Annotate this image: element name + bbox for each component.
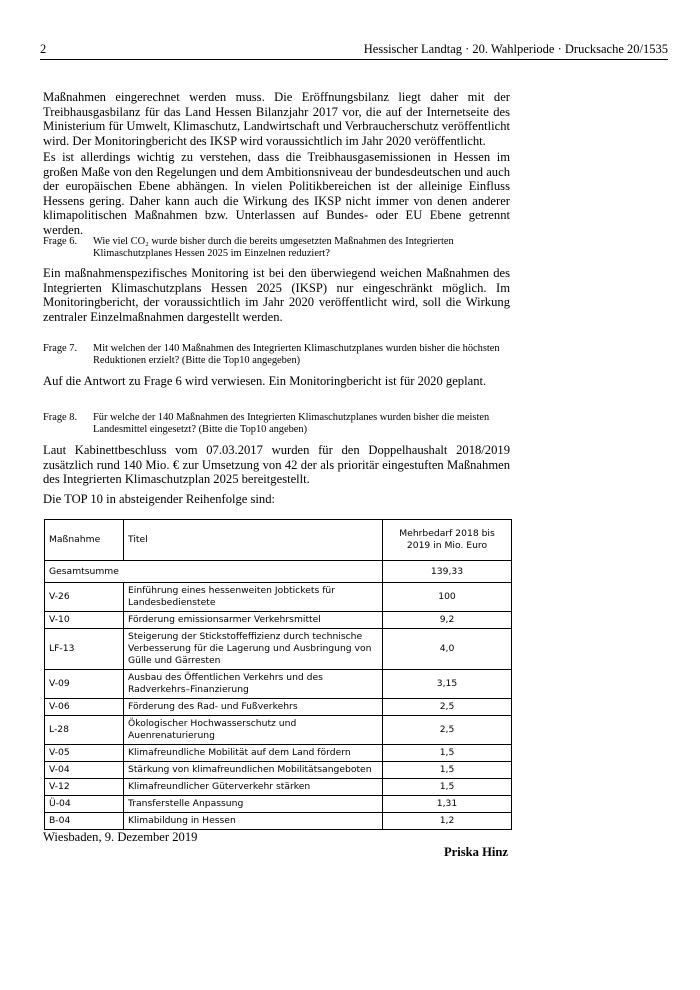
measure-code: V-05 <box>45 745 124 762</box>
document-reference: Hessischer Landtag · 20. Wahlperiode · Drucksache 20/1535 <box>363 42 668 56</box>
measure-code: V-04 <box>45 762 124 779</box>
measure-title: Klimafreundlicher Güterverkehr stärken <box>124 779 383 796</box>
table-intro: Die TOP 10 in absteigender Reihenfolge sind: <box>43 492 276 506</box>
question-8-label: Frage 8. <box>43 412 78 423</box>
table-row <box>45 762 512 779</box>
table-header-row <box>45 520 512 561</box>
question-6-label: Frage 6. <box>43 236 78 247</box>
table-row <box>45 699 512 716</box>
measure-title: Klimabildung in Hessen <box>124 813 383 830</box>
measure-amount: 1,5 <box>383 745 512 762</box>
answer-8: Laut Kabinettbeschluss vom 07.03.2017 wurden für den Doppelhaushalt 2018/2019 zusätzlich rund 140 Mio. € zur Umsetzung von 42 der als prioritär eingestuften Maßnahmen des Integrierten Klimaschutzplan 2025 bereitgestellt. <box>43 443 510 487</box>
measure-amount: 4,0 <box>383 629 512 670</box>
measure-code: LF-13 <box>45 629 124 670</box>
question-7-text: Mit welchen der 140 Maßnahmen des Integrierten Klimaschutzplanes wurden bisher die höchsten Reduktionen erzielt? (Bitte die Top10 angegeben) <box>93 343 500 367</box>
measure-code: V-06 <box>45 699 124 716</box>
measure-amount: 1,31 <box>383 796 512 813</box>
measure-code: V-10 <box>45 612 124 629</box>
measure-title: Einführung eines hessenweiten Jobtickets für Landesbedienstete <box>124 583 383 612</box>
question-7-label: Frage 7. <box>43 343 78 354</box>
table-row <box>45 745 512 762</box>
measure-amount: 9,2 <box>383 612 512 629</box>
table-row <box>45 629 512 670</box>
measure-code: V-09 <box>45 670 124 699</box>
total-label: Gesamtsumme <box>45 561 383 583</box>
measure-amount: 2,5 <box>383 699 512 716</box>
measure-amount: 3,15 <box>383 670 512 699</box>
place-and-date: Wiesbaden, 9. Dezember 2019 <box>43 830 198 844</box>
measure-amount: 2,5 <box>383 716 512 745</box>
measure-title: Ausbau des Öffentlichen Verkehrs und des Radverkehrs–Finanzierung <box>124 670 383 699</box>
table-row <box>45 670 512 699</box>
measure-amount: 1,5 <box>383 779 512 796</box>
measure-code: V-26 <box>45 583 124 612</box>
table-row <box>45 583 512 612</box>
measure-amount: 1,2 <box>383 813 512 830</box>
table-row <box>45 612 512 629</box>
table-row <box>45 779 512 796</box>
measure-amount: 100 <box>383 583 512 612</box>
measure-title: Förderung des Rad- und Fußverkehrs <box>124 699 383 716</box>
measure-title: Steigerung der Stickstoffeffizienz durch technische Verbesserung für die Lagerung und Ausbringung von Gülle und Gärresten <box>124 629 383 670</box>
paragraph-emissions-context: Es ist allerdings wichtig zu verstehen, dass die Treibhausgasemissionen in Hessen im großen Maße von den Regelungen und dem Ambitionsniveau der bundesdeutschen und auch der europäischen Ebene abhängen. In vielen Politikbereichen ist der alleinige Einfluss Hessens gering. Daher kann auch die Wirkung des IKSP nicht immer von denen anderer klimapolitischen Maßnahmen bzw. Unterlassen auf Bundes- oder EU Ebene getrennt werden. <box>43 150 510 237</box>
table-row <box>45 796 512 813</box>
measure-code: Ü-04 <box>45 796 124 813</box>
signatory-name: Priska Hinz <box>443 845 508 859</box>
top10-measures-table <box>44 519 512 830</box>
paragraph-opening-balance: Maßnahmen eingerechnet werden muss. Die Eröffnungsbilanz liegt daher mit der Treibhausgasbilanz für das Land Hessen Bilanzjahr 2017 vor, die auf der Internetseite des Ministerium für Umwelt, Klimaschutz, Landwirtschaft und Verbraucherschutz veröffentlicht wird. Der Monitoringbericht des IKSP wird voraussichtlich im Jahr 2020 veröffentlicht. <box>43 90 510 148</box>
measure-code: V-12 <box>45 779 124 796</box>
measure-title: Stärkung von klimafreundlichen Mobilitätsangeboten <box>124 762 383 779</box>
answer-7: Auf die Antwort zu Frage 6 wird verwiesen. Ein Monitoringbericht ist für 2020 geplant. <box>43 374 487 388</box>
measure-code: B-04 <box>45 813 124 830</box>
header-additional-need: Mehrbedarf 2018 bis 2019 in Mio. Euro <box>383 520 512 561</box>
measure-title: Ökologischer Hochwasserschutz und Auenrenaturierung <box>124 716 383 745</box>
header-rule <box>40 59 668 60</box>
total-value: 139,33 <box>383 561 512 583</box>
question-8-text: Für welche der 140 Maßnahmen des Integrierten Klimaschutzplanes wurden bisher die meisten Landesmittel eingesetzt? (Bitte die Top10 angeben) <box>93 412 490 436</box>
page-number: 2 <box>40 42 47 56</box>
page-header <box>40 42 668 60</box>
table-row <box>45 716 512 745</box>
measure-title: Transferstelle Anpassung <box>124 796 383 813</box>
question-6-text: Wie viel CO₂ wurde bisher durch die bereits umgesetzten Maßnahmen des Integrierten Klimaschutzplanes Hessen 2025 im Einzelnen reduziert? <box>93 236 454 260</box>
measure-code: L-28 <box>45 716 124 745</box>
table-row <box>45 813 512 830</box>
answer-6: Ein maßnahmenspezifisches Monitoring ist bei den überwiegend weichen Maßnahmen des Integrierten Klimaschutzplans Hessen 2025 (IKSP) nur eingeschränkt möglich. Im Monitoringbericht, der voraussichtlich im Jahr 2020 veröffentlicht wird, soll die Wirkung zentraler Einzelmaßnahmen dargestellt werden. <box>43 266 510 324</box>
measure-title: Förderung emissionsarmer Verkehrsmittel <box>124 612 383 629</box>
header-title: Titel <box>124 520 383 561</box>
header-measure: Maßnahme <box>45 520 124 561</box>
measure-amount: 1,5 <box>383 762 512 779</box>
table-total-row <box>45 561 512 583</box>
measure-title: Klimafreundliche Mobilität auf dem Land fördern <box>124 745 383 762</box>
